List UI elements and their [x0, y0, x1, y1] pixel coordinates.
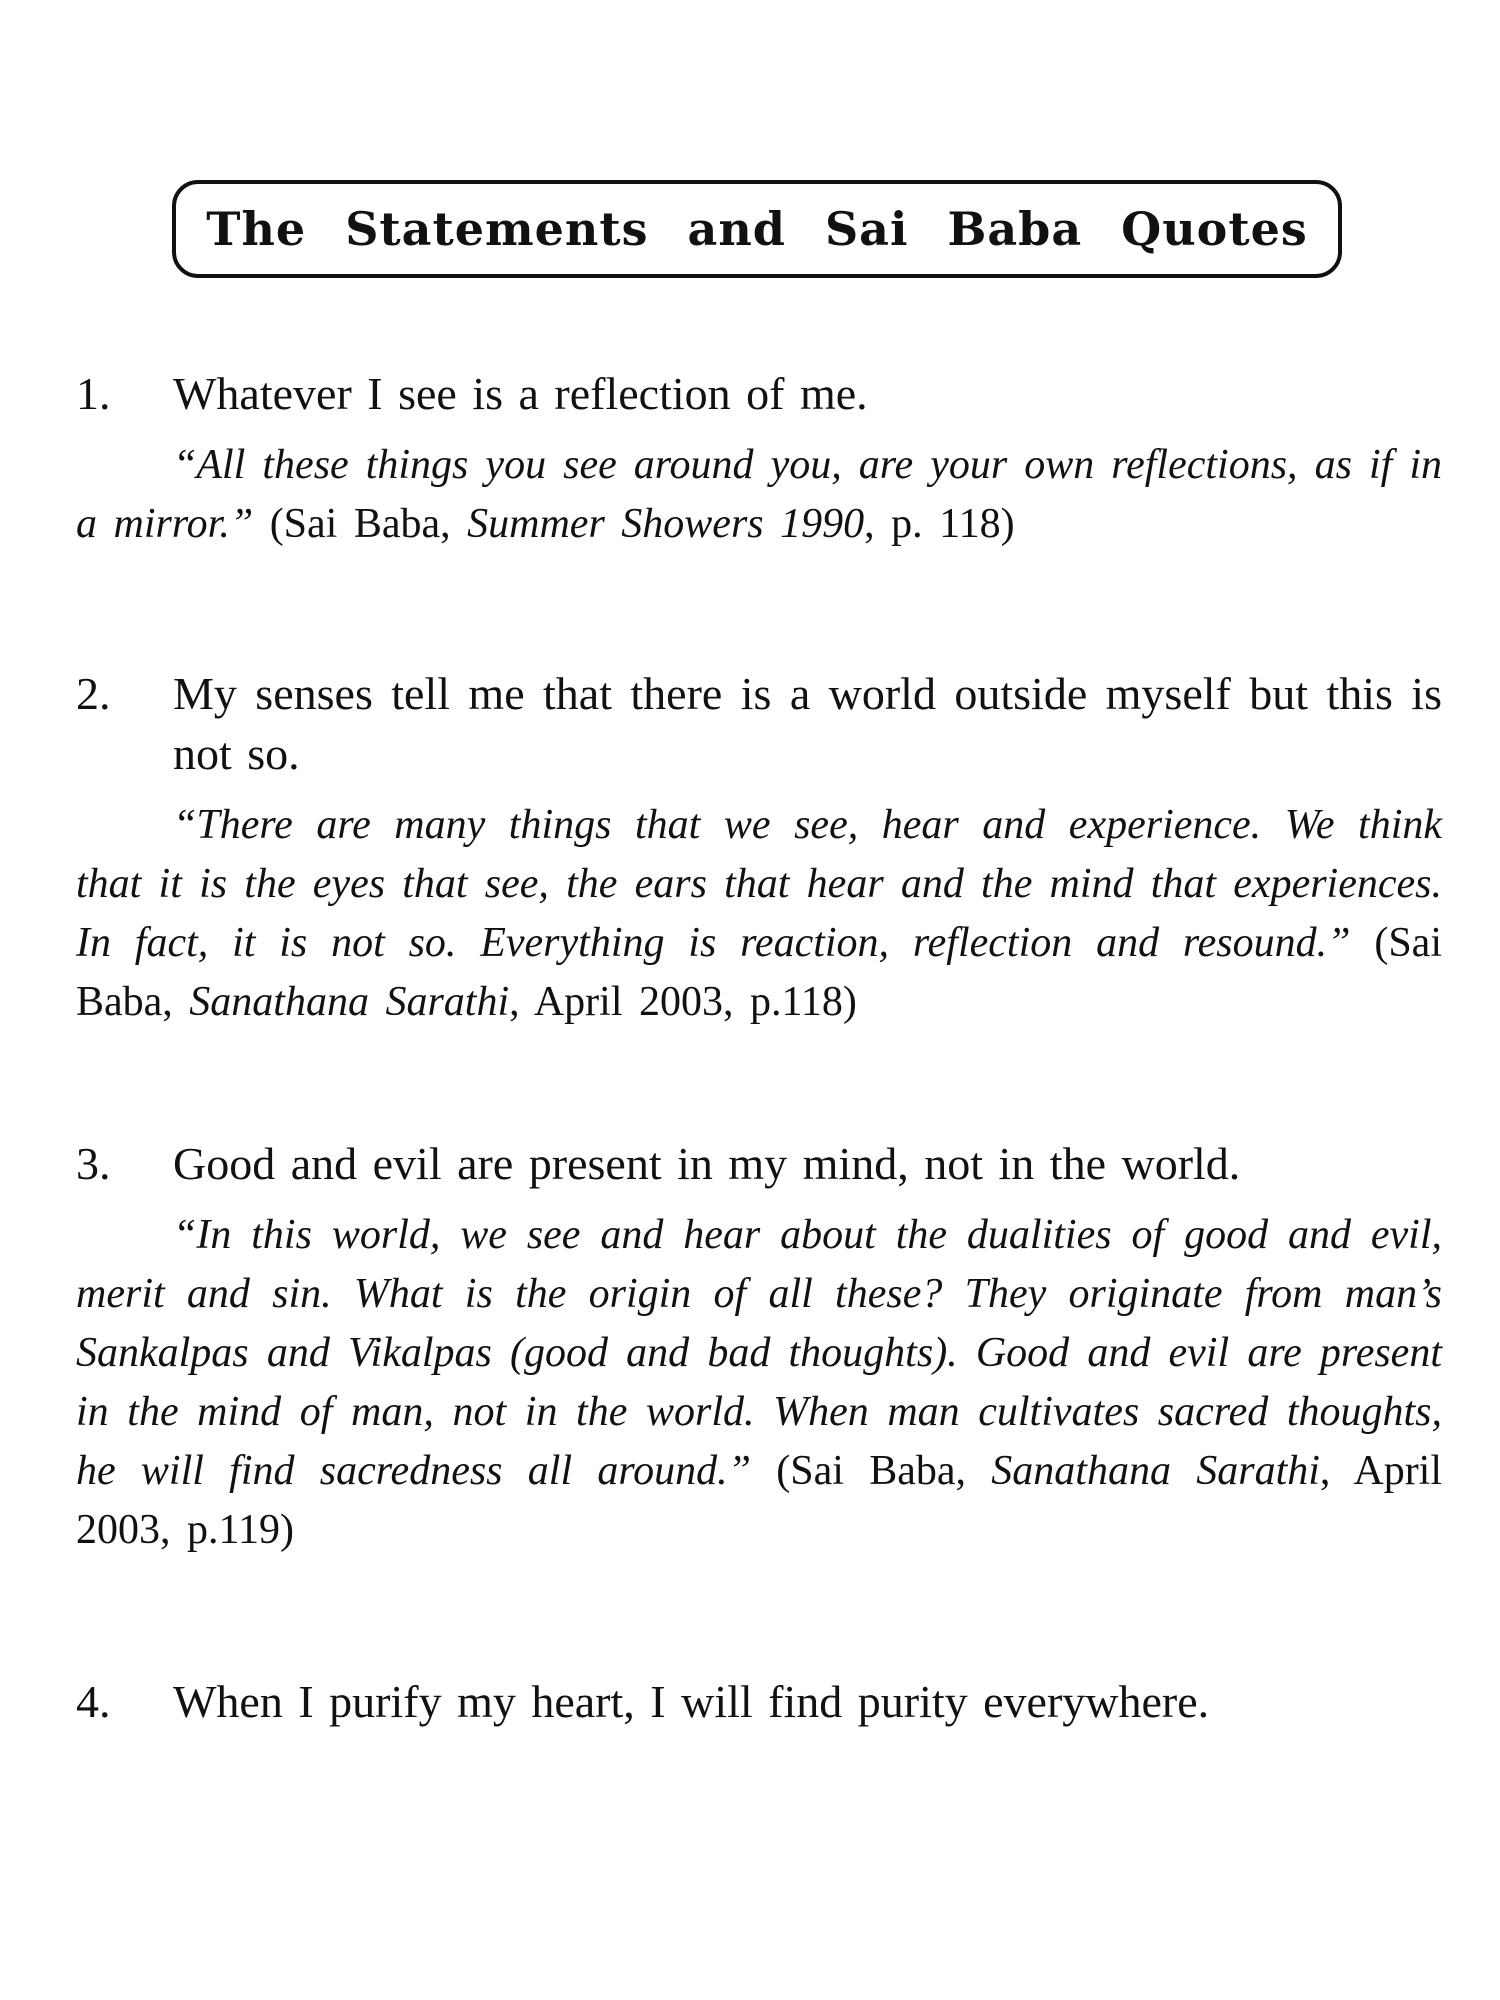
quote-paragraph: [76, 796, 1442, 1032]
statement-line: [76, 1134, 1442, 1194]
quote-text: “There are many things that we see, hear and experience. We think that it is the eyes that see, the ears that hear and the mind that experiences. In fact, it is not so. Everything is reaction, reflection and resound.”: [76, 802, 1442, 966]
statement-line: [76, 364, 1442, 424]
quote-paragraph: [76, 1206, 1442, 1560]
quote-paragraph: [76, 436, 1442, 554]
statement-number: 1.: [76, 368, 111, 419]
spacer: [76, 1602, 1442, 1672]
statement-line: [76, 664, 1442, 784]
page-title: The Statements and Sai Baba Quotes: [206, 202, 1308, 256]
quote-ref-close: , April 2003, p.119): [76, 1448, 1443, 1553]
quote-text: “All these things you see around you, are your own reflections, as if in a mirror.”: [76, 442, 1442, 547]
statements-list: [76, 364, 1442, 1732]
quote-ref-close: , April 2003, p.118): [509, 979, 857, 1025]
quote-ref-open: (Sai Baba,: [751, 1448, 992, 1494]
statement-number: 3.: [76, 1138, 111, 1189]
statement-item-1: [76, 364, 1442, 554]
quote-ref-close: , p. 118): [864, 501, 1015, 547]
statement-text: My senses tell me that there is a world outside myself but this is not so.: [173, 668, 1442, 779]
quote-text: “In this world, we see and hear about the dualities of good and evil, merit and sin. What is the origin of all these? They originate from man’s Sankalpas and Vikalpas (good and bad thoughts). Good and evil are present in the mind of man, not in the world. When man cultivates sacred thoughts, he will find sacredness all around.”: [76, 1212, 1442, 1494]
statement-line: [76, 1672, 1442, 1732]
quote-ref-source: Sanathana Sarathi: [189, 979, 510, 1025]
quote-ref-open: (Sai Baba,: [253, 501, 468, 547]
statement-text: Good and evil are present in my mind, not in the world.: [173, 1138, 1241, 1189]
statement-item-2: [76, 664, 1442, 1032]
quote-ref-source: Summer Showers 1990: [467, 501, 865, 547]
statement-item-3: [76, 1134, 1442, 1560]
spacer: [76, 596, 1442, 664]
title-frame: [172, 180, 1342, 278]
quote-ref-open: (Sai Baba,: [76, 920, 1442, 1025]
statement-number: 4.: [76, 1676, 111, 1727]
quote-ref-source: Sanathana Sarathi: [991, 1448, 1320, 1494]
statement-number: 2.: [76, 668, 111, 719]
statement-text: When I purify my heart, I will find purity everywhere.: [173, 1676, 1210, 1727]
statement-text: Whatever I see is a reflection of me.: [173, 368, 868, 419]
spacer: [76, 1074, 1442, 1134]
statement-item-4: [76, 1672, 1442, 1732]
